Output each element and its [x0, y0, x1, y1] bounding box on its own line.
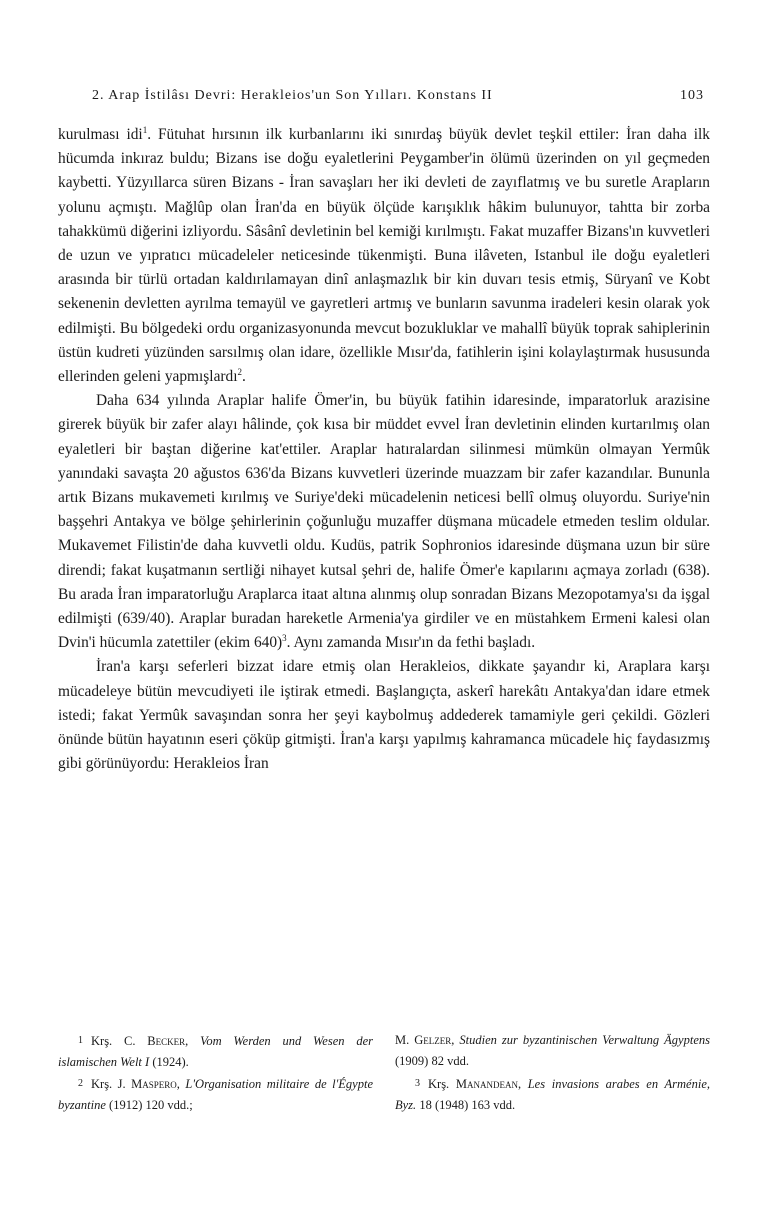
text-run: ,	[451, 1033, 460, 1047]
page-number: 103	[680, 88, 704, 103]
footnote	[58, 1030, 373, 1073]
footnote	[395, 1030, 710, 1073]
footnote-ref: 2	[237, 366, 242, 377]
author-name: Becker	[147, 1034, 186, 1048]
footnote-ref: 3	[282, 633, 287, 644]
text-run: kurulması idi	[58, 126, 143, 143]
author-name: Maspero	[131, 1077, 177, 1091]
text-run: ,	[176, 1077, 186, 1091]
footnote-mark: 2	[78, 1078, 83, 1089]
footnote-ref: 1	[142, 124, 148, 135]
author-name: Manandean	[455, 1077, 518, 1091]
paragraph	[58, 123, 710, 389]
text-run: .	[242, 368, 246, 386]
footnotes	[58, 1030, 710, 1116]
text-run: . Fütuhat hırsının ilk kurbanlarını iki sınırdaş büyük devlet teşkil ettiler: İran daha ilk hücumda inkıraz buldu; Bizans ise doğu eyaletlerini Peygamber'in ölümü üzerinden on yıl geçmeden kaybetti. Yüzyıllarca süren Bizans - İran savaşları her iki devleti de zayıflatmış ve bu suretle Arapların yolunu açmıştı. Mağlûp olan İran'da en büyük ölçüde karışıklık hâkim bulunuyor, tahtta bir zorba tahakkümü diğerini izliyordu. Sâsânî devletinin bel kemiği kırılmıştı. Fakat muzaffer Bizans'ın kuvvetleri de uzun ve yıpratıcı mücadeleler neticesinde tükenmişti. Buna ilâveten, Istanbul ile doğu eyaletleri arasında bir türlü ortadan kaldırılamayan dinî anlaşmazlık bir kin duvarı tesis etmiş, Süryanî ve Kobt sekenenin devletten ayrılma temayül ve gayretleri artmış ve bunların savunma iradeleri kesin olarak yok edilmişti. Bu bölgedeki ordu organizasyonunda mevcut bozukluklar ve mahallî büyük toprak sahiplerinin üstün kudreti yüzünden sarsılmış olan idare, özellikle Mısır'da, fatihlerin işini kolaylaştırmak hususunda ellerinden geleni yapmışlardı	[58, 126, 710, 386]
text-run: 18 (1948) 163 vdd.	[416, 1098, 516, 1112]
paragraph	[58, 655, 710, 776]
text-run: ,	[185, 1034, 201, 1048]
running-head	[92, 88, 704, 104]
footnote-mark: 1	[78, 1035, 83, 1046]
italic-title: Les invasions arabes en Arménie, Byz.	[395, 1077, 710, 1112]
text-run: Krş. J.	[91, 1077, 132, 1091]
text-run: Krş. C.	[91, 1034, 148, 1048]
italic-title: Studien zur byzantinischen Verwaltung Ägyptens	[459, 1033, 710, 1047]
paragraph	[58, 389, 710, 655]
footnote	[58, 1073, 373, 1116]
text-run: . Aynı zamanda Mısır'ın da fethi başladı.	[286, 634, 536, 652]
body-text	[58, 123, 710, 776]
text-run: Daha 634 yılında Araplar halife Ömer'in, bu büyük fatihin idaresinde, imparatorluk arazisine girerek büyük bir zafer alayı hâlinde, çok kısa bir müddet evvel İran devletinin elinden kurtarılmış olan eyaletleri bir baştan diğerine kat'ettiler. Araplar hatıralardan silinmesi mümkün olmayan Yermûk yanındaki savaşta 20 ağustos 636'da Bizans kuvvetleri üzerinde muazzam bir zafer kazandılar. Bununla artık Bizans mukavemeti kırılmış ve Suriye'deki mücadelenin neticesi bellî olmuş oluyordu. Suriye'nin başşehri Antakya ve bölge şehirlerinin çoğunluğu muzaffer düşmana mücadele etmeden teslim oldular. Mukavemet Filistin'de daha kuvvetli oldu. Kudüs, patrik Sophronios idaresinde düşmana uzun bir süre direndi; fakat kuşatmanın sertliği nihayet kutsal şehri de, halife Ömer'e kapılarını açmaya zorladı (638). Bu arada İran imparatorluğu Araplarca itaat altına alınmış olup sonradan Bizans Mezopotamya'sı da işgal edilmişti (639/40). Araplar buradan hareketle Armenia'ya girdiler ve en müstahkem Ermeni kalesi olan Dvin'i hücumla zatettiler (ekim 640)	[58, 392, 710, 652]
italic-title: Vom Werden und Wesen der islamischen Welt I	[58, 1034, 373, 1069]
text-run: (1909) 82 vdd.	[395, 1054, 469, 1068]
text-run: Krş.	[428, 1077, 456, 1091]
text-run: İran'a karşı seferleri bizzat idare etmiş olan Herakleios, dikkate şayandır ki, Araplara karşı mücadeleye bütün mevcudiyeti ile iştirak etmedi. Başlangıçta, askerî harekâtı Antakya'dan idare etmek istedi; fakat Yermûk savaşından sonra her şeyi kaybolmuş addederek tamamiyle geri çekildi. Gözleri önünde bütün hayatının eseri çöküp gitmişti. İran'a karşı yapılmış kahramanca mücadele hiç faydasızmış gibi görünüyordu: Herakleios İran	[58, 658, 710, 773]
footnote	[395, 1073, 710, 1116]
footnote-mark: 3	[415, 1078, 420, 1089]
italic-title: L'Organisation militaire de l'Égypte byzantine	[58, 1077, 373, 1112]
running-title: 2. Arap İstilâsı Devri: Herakleios'un Son Yılları. Konstans II	[92, 88, 493, 103]
text-run: (1924).	[149, 1055, 189, 1069]
text-run: ,	[517, 1077, 528, 1091]
text-run: M.	[395, 1033, 415, 1047]
author-name: Gelzer	[414, 1033, 452, 1047]
text-run: (1912) 120 vdd.;	[105, 1098, 193, 1112]
